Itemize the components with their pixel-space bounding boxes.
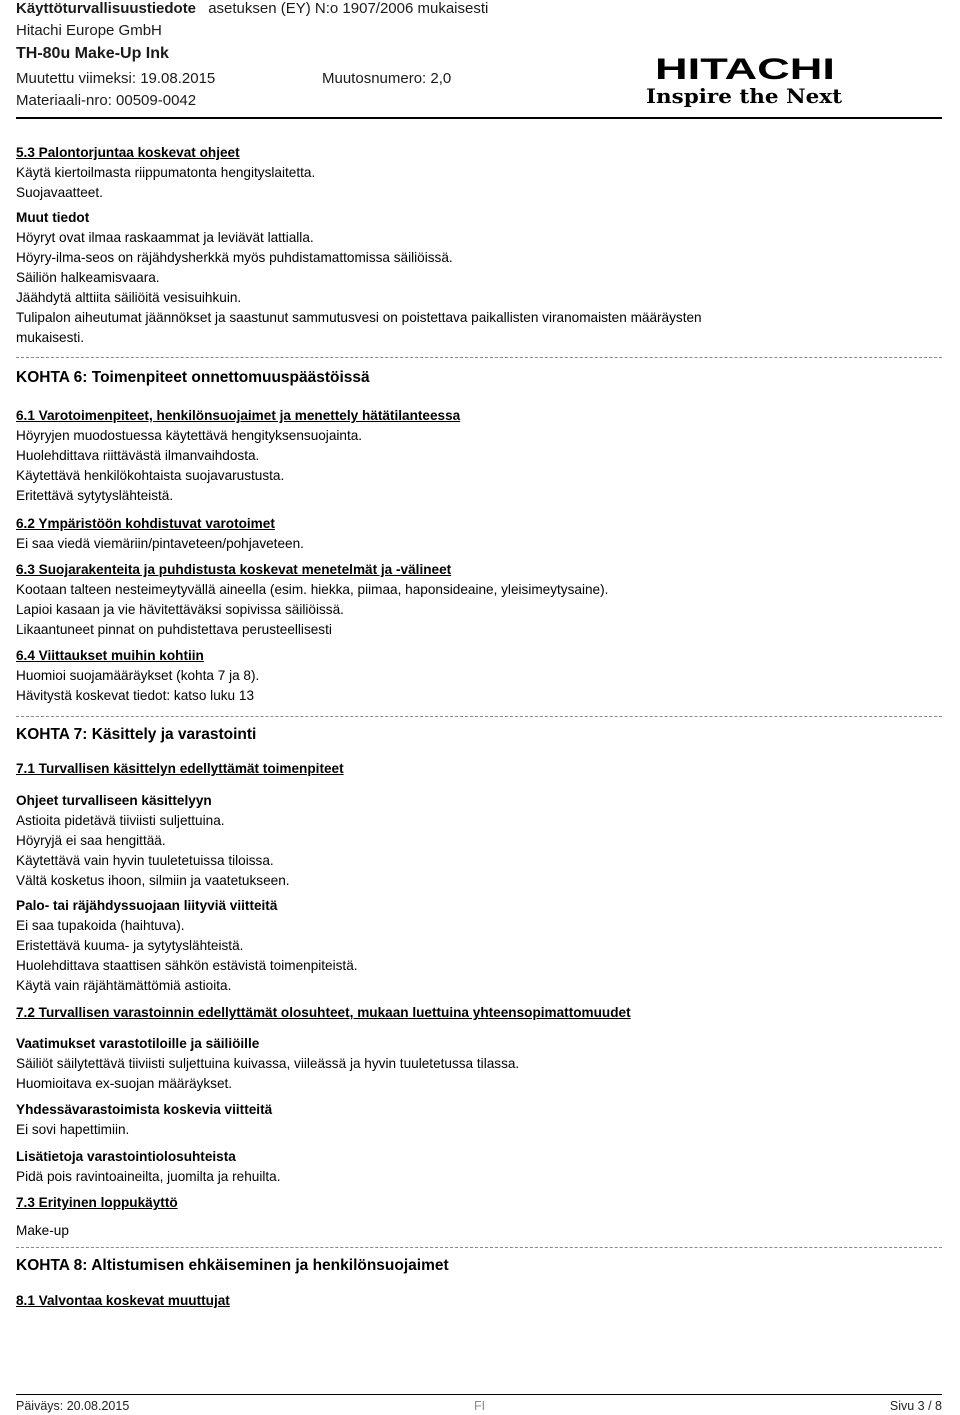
revision-number: Muutosnumero: 2,0 [322, 70, 452, 87]
subsection-7-2-title: 7.2 Turvallisen varastoinnin edellyttämät olosuhteet, mukaan luettuina yhteensopimattomuudet [16, 1005, 631, 1020]
section-6-title: KOHTA 6: Toimenpiteet onnettomuuspäästöissä [16, 369, 370, 386]
text-line: Huolehdittava staattisen sähkön estävistä toimenpiteistä. [16, 958, 358, 973]
document-title-line [16, 0, 488, 17]
material-number: Materiaali-nro: 00509-0042 [16, 92, 197, 109]
document-title: Käyttöturvallisuustiedote [16, 0, 197, 17]
text-line: Säiliön halkeamisvaara. [16, 270, 160, 285]
subsection-6-4-title: 6.4 Viittaukset muihin kohtiin [16, 648, 204, 663]
logo-tagline-text: Inspire the Next [646, 84, 843, 108]
text-line: Huomioitava ex-suojan määräykset. [16, 1076, 233, 1091]
handling-label: Ohjeet turvalliseen käsittelyyn [16, 793, 212, 808]
text-line: Höyryjä ei saa hengittää. [16, 833, 166, 848]
text-line: Höyry-ilma-seos on räjähdysherkkä myös puhdistamattomissa säiliöissä. [16, 250, 453, 265]
text-line: Pidä pois ravintoaineilta, juomilta ja rehuilta. [16, 1169, 281, 1184]
section-8-title: KOHTA 8: Altistumisen ehkäiseminen ja henkilönsuojaimet [16, 1257, 449, 1274]
text-line: Käytä vain räjähtämättömiä astioita. [16, 978, 232, 993]
text-line: Käytettävä henkilökohtaista suojavarustusta. [16, 468, 285, 483]
section-divider [16, 716, 942, 717]
footer-language: FI [474, 1399, 486, 1413]
text-line: Käytä kiertoilmasta riippumatonta hengityslaitetta. [16, 165, 316, 180]
other-info-label: Muut tiedot [16, 210, 90, 225]
section-7-title: KOHTA 7: Käsittely ja varastointi [16, 726, 257, 743]
subsection-6-1-title: 6.1 Varotoimenpiteet, henkilönsuojaimet ja menettely hätätilanteessa [16, 408, 461, 423]
hitachi-logo [640, 52, 850, 108]
text-line: Vältä kosketus ihoon, silmiin ja vaatetukseen. [16, 873, 290, 888]
document-body [16, 143, 942, 1311]
storage-info-label: Lisätietoja varastointiolosuhteista [16, 1149, 236, 1164]
text-line: Säiliöt säilytettävä tiiviisti suljettuina kuivassa, viileässä ja hyvin tuuletetussa tilassa. [16, 1056, 520, 1071]
text-line: Höyryt ovat ilmaa raskaammat ja leviävät lattialla. [16, 230, 314, 245]
text-line: Tulipalon aiheutumat jäännökset ja saastunut sammutusvesi on poistettava paikallisten viranomaisten määräysten mukaisesti. [16, 310, 702, 345]
joint-storage-label: Yhdessävarastoimista koskevia viitteitä [16, 1102, 273, 1117]
text-line: Huolehdittava riittävästä ilmanvaihdosta. [16, 448, 260, 463]
company-name: Hitachi Europe GmbH [16, 22, 162, 39]
fire-protection-label: Palo- tai räjähdyssuojaan liityviä viitteitä [16, 898, 278, 913]
header-divider [16, 117, 942, 119]
text-line: Eristettävä kuuma- ja sytytyslähteistä. [16, 938, 244, 953]
subsection-7-1-title: 7.1 Turvallisen käsittelyn edellyttämät toimenpiteet [16, 761, 344, 776]
revised-date: Muutettu viimeksi: 19.08.2015 [16, 70, 216, 87]
section-divider [16, 357, 942, 358]
logo-brand-text: HITACHI [655, 53, 835, 86]
regulation-text: asetuksen (EY) N:o 1907/2006 mukaisesti [208, 0, 489, 17]
text-line: Ei saa tupakoida (haihtuva). [16, 918, 185, 933]
text-line: Suojavaatteet. [16, 185, 103, 200]
product-name: TH-80u Make-Up Ink [16, 45, 169, 62]
text-line: Astioita pidetävä tiiviisti suljettuina. [16, 813, 225, 828]
footer-date: Päiväys: 20.08.2015 [16, 1399, 130, 1413]
text-line: Jäähdytä alttiita säiliöitä vesisuihkuin. [16, 290, 242, 305]
footer-page-number: Sivu 3 / 8 [889, 1399, 942, 1413]
text-line: Höyryjen muodostuessa käytettävä hengityksensuojainta. [16, 428, 363, 443]
subsection-6-2-title: 6.2 Ympäristöön kohdistuvat varotoimet [16, 516, 275, 531]
text-line: Käytettävä vain hyvin tuuletetuissa tiloissa. [16, 853, 274, 868]
subsection-5-3-title: 5.3 Palontorjuntaa koskevat ohjeet [16, 145, 240, 160]
subsection-7-3-title: 7.3 Erityinen loppukäyttö [16, 1195, 178, 1210]
text-line: Lapioi kasaan ja vie hävitettäväksi sopivissa säiliöissä. [16, 602, 344, 617]
text-line: Hävitystä koskevat tiedot: katso luku 13 [16, 688, 255, 703]
text-line: Huomioi suojamääräykset (kohta 7 ja 8). [16, 668, 260, 683]
text-line: Likaantuneet pinnat on puhdistettava perusteellisesti [16, 622, 332, 637]
storage-requirements-label: Vaatimukset varastotiloille ja säiliöille [16, 1036, 260, 1051]
text-line: Eritettävä sytytyslähteistä. [16, 488, 174, 503]
subsection-6-3-title: 6.3 Suojarakenteita ja puhdistusta koskevat menetelmät ja -välineet [16, 562, 452, 577]
text-line: Ei saa viedä viemäriin/pintaveteen/pohjaveteen. [16, 536, 304, 551]
text-line: Ei sovi hapettimiin. [16, 1122, 130, 1137]
text-line: Kootaan talteen nesteimeytyvällä aineella (esim. hiekka, piimaa, haponsideaine, yleisimeytysaine). [16, 582, 609, 597]
text-line: Make-up [16, 1223, 69, 1238]
footer-divider [16, 1394, 942, 1395]
subsection-8-1-title: 8.1 Valvontaa koskevat muuttujat [16, 1293, 230, 1308]
section-divider [16, 1247, 942, 1248]
